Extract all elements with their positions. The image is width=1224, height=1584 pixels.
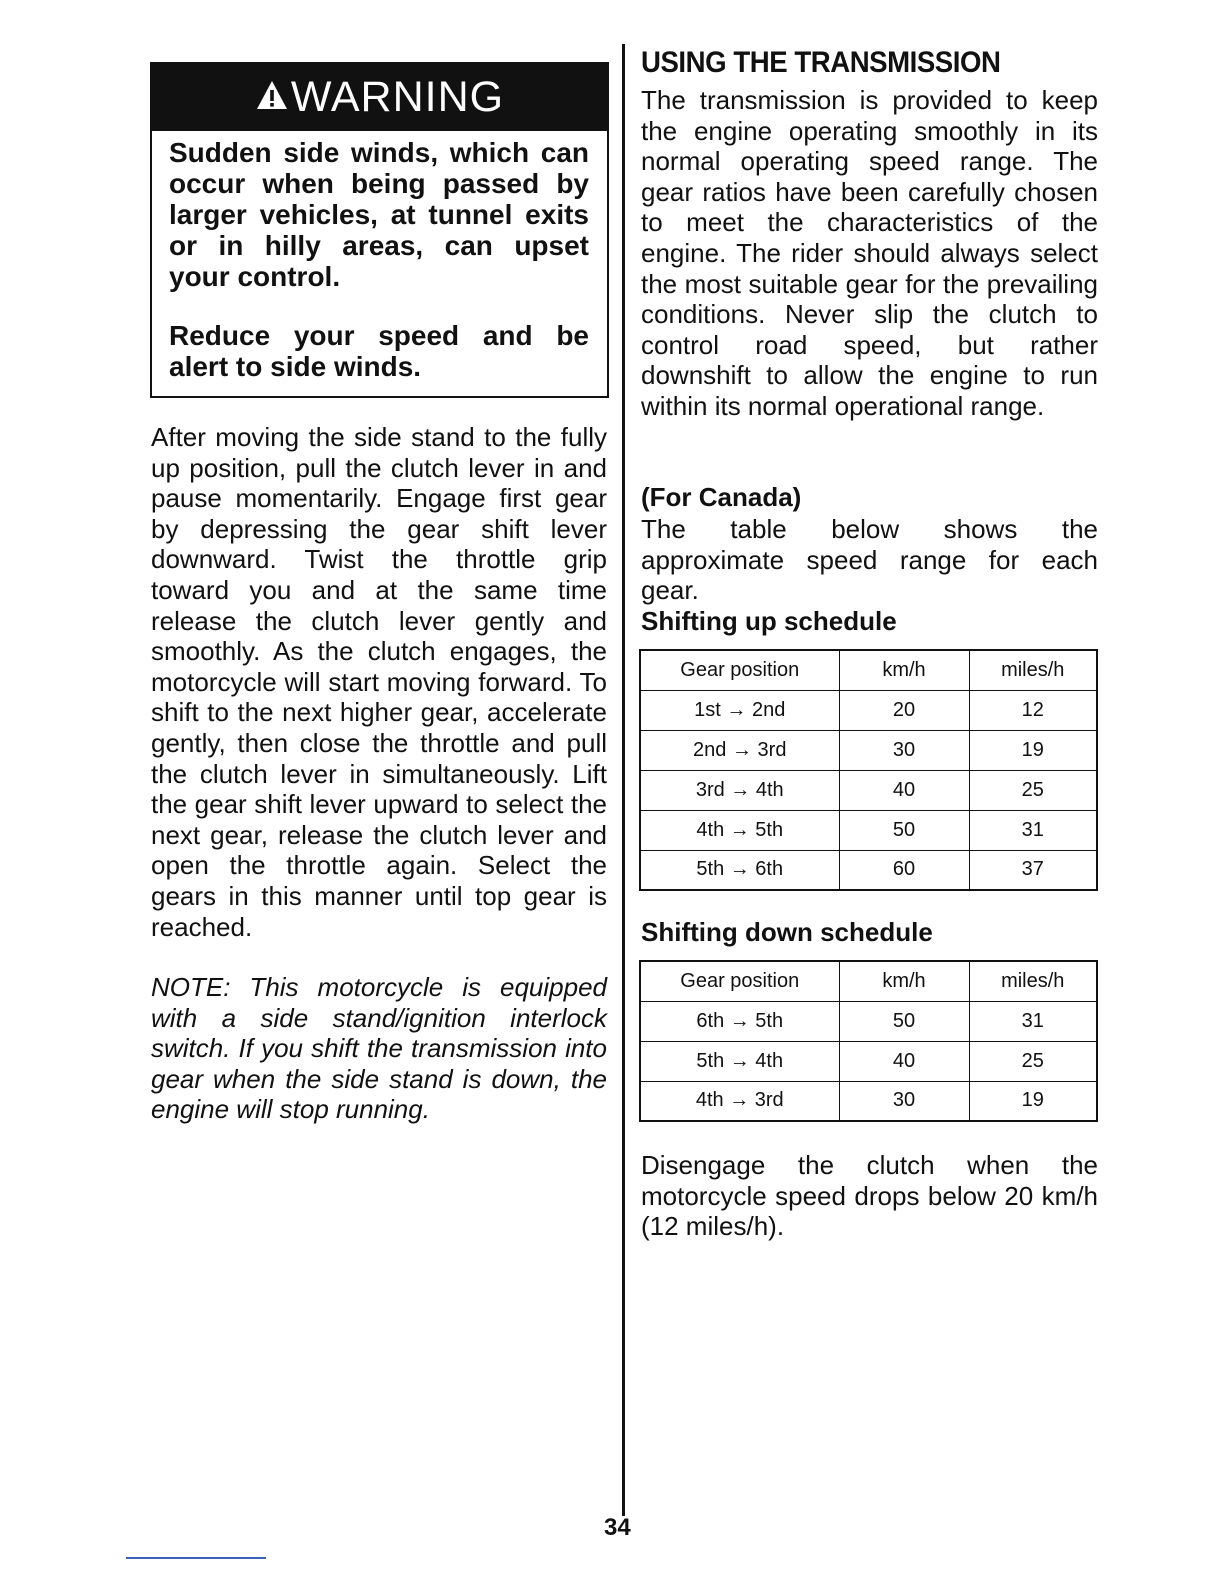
table-row: [640, 770, 1097, 810]
mph-cell: 37: [969, 850, 1097, 890]
warning-text-2: Reduce your speed and be alert to side winds.: [169, 320, 589, 382]
kmh-cell: 20: [839, 690, 969, 730]
gear-cell: 4th → 3rd: [640, 1081, 839, 1121]
bottom-rule: [126, 1557, 266, 1559]
page-number: 34: [604, 1514, 631, 1541]
mph-cell: 19: [969, 730, 1097, 770]
header-cell: Gear position: [640, 961, 839, 1001]
header-cell: miles/h: [969, 650, 1097, 690]
warning-triangle-icon: [255, 73, 289, 122]
header-cell: miles/h: [969, 961, 1097, 1001]
mph-cell: 25: [969, 770, 1097, 810]
gear-cell: 1st → 2nd: [640, 690, 839, 730]
header-cell: km/h: [839, 650, 969, 690]
column-divider: [622, 44, 625, 1516]
kmh-cell: 40: [839, 770, 969, 810]
kmh-cell: 50: [839, 1001, 969, 1041]
kmh-cell: 40: [839, 1041, 969, 1081]
kmh-cell: 30: [839, 1081, 969, 1121]
transmission-intro: The transmission is provided to keep the engine operating smoothly in its normal operating speed range. The gear ratios have been carefully chosen to meet the characteristics of the engine. The rider should always select the most suitable gear for the prevailing conditions. Never slip the clutch to control road speed, but rather downshift to allow the engine to run within its normal operational range.: [641, 85, 1098, 421]
mph-cell: 31: [969, 810, 1097, 850]
table-row: [640, 730, 1097, 770]
riding-instructions: After moving the side stand to the fully up position, pull the clutch lever in and pause momentarily. Engage first gear by depressing the gear shift lever downward. Twist the throttle grip toward you and at the same time release the clutch lever gently and smoothly. As the clutch engages, the motorcycle will start moving forward. To shift to the next higher gear, accelerate gently, then close the throttle and pull the clutch lever in simultaneously. Lift the gear shift lever upward to select the next gear, release the clutch lever and open the throttle again. Select the gears in this manner until top gear is reached.: [151, 422, 607, 942]
gear-cell: 2nd → 3rd: [640, 730, 839, 770]
warning-header: [152, 64, 607, 131]
shift-up-heading: Shifting up schedule: [641, 606, 897, 636]
canada-heading: (For Canada): [641, 482, 802, 512]
table-row: [640, 810, 1097, 850]
table-header-row: [640, 650, 1097, 690]
shift-down-table: [639, 960, 1098, 1122]
kmh-cell: 60: [839, 850, 969, 890]
warning-text-1: Sudden side winds, which can occur when being passed by larger vehicles, at tunnel exits or in hilly areas, can upset your control.: [169, 137, 589, 292]
header-cell: Gear position: [640, 650, 839, 690]
header-cell: km/h: [839, 961, 969, 1001]
shift-down-heading: Shifting down schedule: [641, 917, 933, 947]
warning-box: [150, 62, 609, 398]
warning-body: [152, 131, 607, 382]
disengage-note: Disengage the clutch when the motorcycle speed drops below 20 km/h (12 miles/h).: [641, 1150, 1098, 1242]
mph-cell: 25: [969, 1041, 1097, 1081]
mph-cell: 31: [969, 1001, 1097, 1041]
gear-cell: 3rd → 4th: [640, 770, 839, 810]
section-title: USING THE TRANSMISSION: [641, 46, 1001, 79]
table-row: [640, 1081, 1097, 1121]
shift-up-table: [639, 649, 1098, 891]
kmh-cell: 30: [839, 730, 969, 770]
table-row: [640, 1041, 1097, 1081]
gear-cell: 5th → 4th: [640, 1041, 839, 1081]
table-row: [640, 1001, 1097, 1041]
canada-text: The table below shows the approximate speed range for each gear.: [641, 514, 1098, 606]
kmh-cell: 50: [839, 810, 969, 850]
interlock-note: NOTE: This motorcycle is equipped with a side stand/ignition interlock switch. If you shift the transmission into gear when the side stand is down, the engine will stop running.: [151, 972, 607, 1125]
warning-title: WARNING: [290, 73, 505, 121]
gear-cell: 4th → 5th: [640, 810, 839, 850]
table-row: [640, 850, 1097, 890]
gear-cell: 6th → 5th: [640, 1001, 839, 1041]
mph-cell: 19: [969, 1081, 1097, 1121]
table-header-row: [640, 961, 1097, 1001]
mph-cell: 12: [969, 690, 1097, 730]
table-row: [640, 690, 1097, 730]
gear-cell: 5th → 6th: [640, 850, 839, 890]
